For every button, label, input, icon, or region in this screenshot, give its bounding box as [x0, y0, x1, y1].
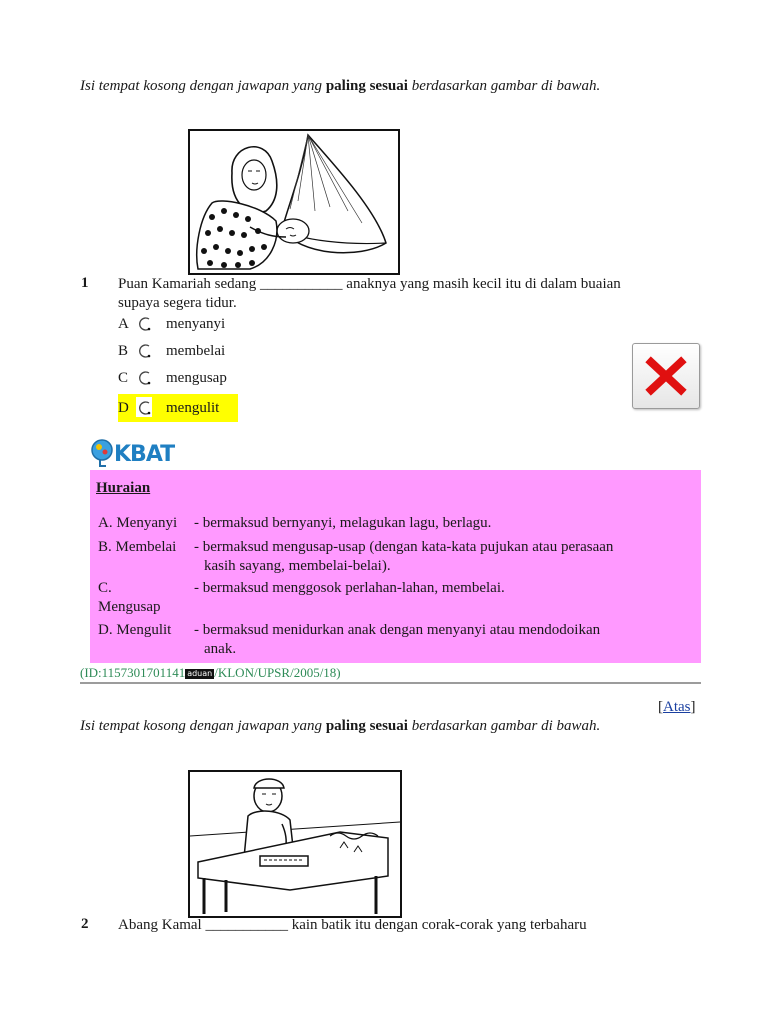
option-b[interactable] [118, 340, 238, 362]
batik-ironing-drawing [190, 772, 400, 916]
question-text-1 [118, 275, 718, 313]
huraian-term: A. Menyanyi [98, 515, 178, 531]
huraian-definition-cont: kasih sayang, membelai-belai). [204, 558, 391, 574]
kbat-logo-text: KBAT [114, 442, 175, 467]
aduan-report-button[interactable]: aduan [187, 669, 213, 679]
radio-button[interactable] [137, 400, 151, 416]
instruction-bold: paling sesuai [325, 718, 408, 734]
option-text: mengulit [166, 400, 220, 416]
question-text-line: supaya segera tidur. [118, 295, 237, 311]
kbat-logo [90, 436, 175, 470]
radio-button[interactable] [137, 316, 151, 332]
huraian-term: B. Membelai [98, 539, 177, 555]
instruction-text-end: berdasarkan gambar di bawah. [407, 78, 601, 94]
instruction-q1 [80, 78, 600, 95]
atas-link[interactable]: Atas [663, 699, 691, 715]
reference-id: (ID:1157301701141 [80, 665, 186, 680]
option-text: membelai [166, 343, 226, 359]
huraian-title: Huraian [96, 480, 151, 496]
option-letter: C [118, 370, 129, 386]
instruction-text: Isi tempat kosong dengan jawapan yang [80, 718, 326, 734]
huraian-definition: - bermaksud mengusap-usap (dengan kata-kata pujukan atau perasaan [194, 539, 614, 555]
wrong-x-icon [633, 344, 699, 408]
mother-cradle-illustration [188, 129, 400, 275]
question-reference [80, 665, 341, 681]
batik-ironing-illustration [188, 770, 402, 918]
option-a[interactable] [118, 313, 238, 335]
radio-button[interactable] [137, 343, 151, 359]
huraian-term: C. [98, 580, 112, 596]
mother-cradle-drawing [190, 131, 398, 273]
option-text: mengusap [166, 370, 227, 386]
instruction-bold: paling sesuai [325, 78, 408, 94]
question-text-2: Abang Kamal ___________ kain batik itu dengan corak-corak yang terbaharu [118, 917, 587, 933]
wrong-answer-indicator [632, 343, 700, 409]
huraian-definition-cont: anak. [204, 641, 237, 657]
radio-button[interactable] [137, 370, 151, 386]
option-text: menyanyi [166, 316, 226, 332]
instruction-text-end: berdasarkan gambar di bawah. [407, 718, 601, 734]
huraian-term: D. Mengulit [98, 622, 172, 638]
reference-source: /KLON/UPSR/2005/18) [214, 665, 341, 680]
option-c[interactable] [118, 367, 238, 389]
back-to-top: [Atas] [658, 699, 696, 715]
huraian-panel [90, 470, 701, 663]
huraian-term-cont: Mengusap [98, 599, 161, 615]
option-d-selected[interactable] [118, 394, 238, 422]
instruction-q2 [80, 718, 600, 735]
question-number-2: 2 [81, 916, 89, 932]
question-text-line: Puan Kamariah sedang ___________ anaknya yang masih kecil itu di dalam buaian [118, 276, 621, 292]
option-letter: D [118, 400, 129, 416]
kbat-brain-icon [90, 436, 116, 468]
instruction-text: Isi tempat kosong dengan jawapan yang [80, 78, 326, 94]
question-number-1: 1 [81, 275, 89, 291]
huraian-definition: - bermaksud bernyanyi, melagukan lagu, berlagu. [194, 515, 492, 531]
huraian-definition: - bermaksud menidurkan anak dengan menyanyi atau mendodoikan [194, 622, 601, 638]
divider [80, 682, 701, 684]
option-letter: B [118, 343, 129, 359]
option-letter: A [118, 316, 129, 332]
huraian-definition: - bermaksud menggosok perlahan-lahan, membelai. [194, 580, 505, 596]
